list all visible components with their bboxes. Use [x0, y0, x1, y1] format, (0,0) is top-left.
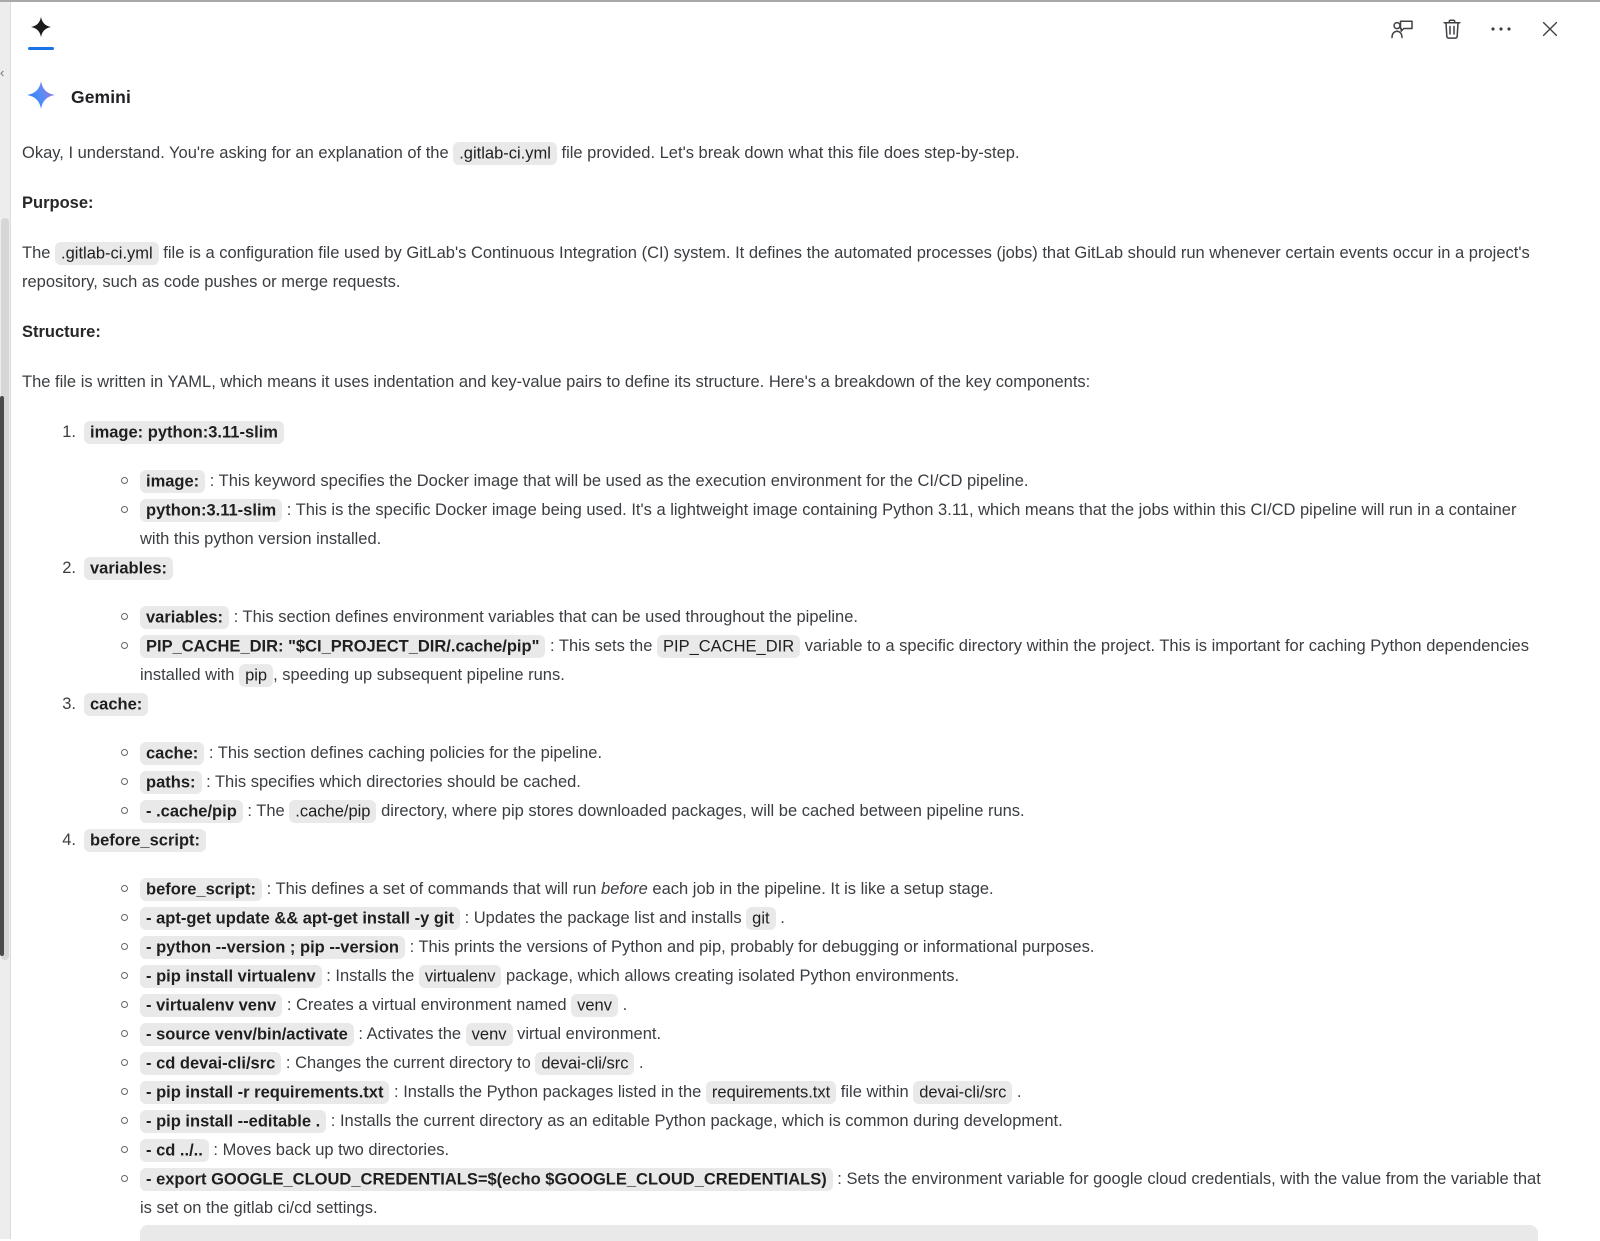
text-run: The file is written in YAML, which means it uses indentation and key-value pairs to define its structure. Here's a breakdown of the key components: — [22, 373, 1091, 391]
sub-bullet-list — [22, 875, 1545, 1223]
code-chip: PIP_CACHE_DIR: "$CI_PROJECT_DIR/.cache/pip" — [140, 635, 545, 658]
close-icon — [1539, 18, 1561, 45]
code-chip: devai-cli/src — [535, 1052, 634, 1075]
text-run: : This sets the — [545, 637, 657, 655]
code-chip: - source venv/bin/activate — [140, 1023, 354, 1046]
text-run: virtual environment. — [512, 1025, 662, 1043]
sub-bullet — [22, 496, 1545, 554]
code-chip: variables: — [84, 557, 173, 580]
sub-bullet — [22, 768, 1545, 797]
sub-bullet — [22, 933, 1545, 962]
tabbar-actions — [1391, 16, 1562, 43]
code-chip: .gitlab-ci.yml — [453, 142, 557, 165]
text-run: : Installs the Python packages listed in the — [389, 1083, 706, 1101]
circle-bullet-marker — [121, 1146, 128, 1153]
text-run: Okay, I understand. You're asking for an explanation of the — [22, 144, 454, 162]
code-chip: pip — [239, 664, 273, 687]
sub-bullet — [22, 904, 1545, 933]
sub-bullet — [22, 962, 1545, 991]
list-item-term — [22, 418, 1545, 447]
circle-bullet-marker — [121, 1175, 128, 1182]
list-number: 4. — [62, 831, 76, 849]
section-heading — [22, 318, 1545, 347]
list-item-term — [22, 826, 1545, 855]
code-chip: .cache/pip — [289, 800, 376, 823]
text-run: : Changes the current directory to — [281, 1054, 536, 1072]
list-number: 3. — [62, 695, 76, 713]
paragraph — [22, 368, 1545, 397]
code-chip: - cd ../.. — [140, 1139, 209, 1162]
sub-bullet — [22, 739, 1545, 768]
text-run: : The — [242, 802, 290, 820]
close-panel-button[interactable] — [1538, 19, 1562, 43]
code-chip: virtualenv — [419, 965, 502, 988]
sub-bullet — [22, 1165, 1545, 1223]
text-run: : This prints the versions of Python and pip, probably for debugging or informational purposes. — [405, 938, 1095, 956]
circle-bullet-marker — [121, 1001, 128, 1008]
text-run: : Updates the package list and installs — [460, 909, 747, 927]
text-run: : Installs the — [321, 967, 419, 985]
list-item-term — [22, 554, 1545, 583]
gemini-gradient-star-icon — [26, 80, 56, 115]
paragraph — [22, 139, 1545, 168]
code-chip: variables: — [140, 606, 229, 629]
person-chat-icon — [1390, 17, 1416, 46]
circle-bullet-marker — [121, 885, 128, 892]
list-number: 2. — [62, 559, 76, 577]
sub-bullet — [22, 1049, 1545, 1078]
circle-bullet-marker — [121, 807, 128, 814]
text-run: variable to a specific directory within the project. This is important for caching Python dependencies installed with — [140, 637, 1529, 684]
circle-bullet-marker — [121, 642, 128, 649]
circle-bullet-marker — [121, 778, 128, 785]
text-run: package, which allows creating isolated Python environments. — [501, 967, 960, 985]
code-chip: - export GOOGLE_CLOUD_CREDENTIALS=$(echo $GOOGLE_CLOUD_CREDENTIALS) — [140, 1168, 833, 1191]
code-chip: - apt-get update && apt-get install -y git — [140, 907, 460, 930]
circle-bullet-marker — [121, 1088, 128, 1095]
sub-bullet — [22, 467, 1545, 496]
chevron-left-icon[interactable]: ‹ — [0, 65, 5, 80]
code-chip: - .cache/pip — [140, 800, 243, 823]
scrollbar-thumb-dark[interactable] — [0, 396, 4, 956]
text-run: . — [617, 996, 628, 1014]
circle-bullet-marker — [121, 506, 128, 513]
code-chip: - pip install -r requirements.txt — [140, 1081, 389, 1104]
sub-bullet — [22, 875, 1545, 904]
code-chip: git — [746, 907, 775, 930]
sub-bullet — [22, 632, 1545, 690]
tab-gemini-chat[interactable] — [28, 16, 54, 50]
italic-text: before — [601, 880, 648, 898]
code-chip: cache: — [84, 693, 148, 716]
sub-bullet — [22, 603, 1545, 632]
code-chip: before_script: — [140, 878, 262, 901]
code-chip: devai-cli/src — [913, 1081, 1012, 1104]
sub-bullet-list — [22, 467, 1545, 554]
more-options-button[interactable] — [1489, 19, 1513, 43]
sub-bullet — [22, 1136, 1545, 1165]
circle-bullet-marker — [121, 749, 128, 756]
sub-bullet-list — [22, 603, 1545, 690]
text-run: : This section defines caching policies for the pipeline. — [204, 744, 603, 762]
active-tab-indicator — [28, 47, 54, 50]
code-chip: - pip install --editable . — [140, 1110, 326, 1133]
code-chip: - virtualenv venv — [140, 994, 282, 1017]
code-chip: .gitlab-ci.yml — [55, 242, 159, 265]
code-chip: - pip install virtualenv — [140, 965, 322, 988]
code-chip: cache: — [140, 742, 204, 765]
circle-bullet-marker — [121, 613, 128, 620]
code-chip: - python --version ; pip --version — [140, 936, 405, 959]
text-run: each job in the pipeline. It is like a setup stage. — [647, 880, 994, 898]
message-body — [11, 115, 1600, 1223]
code-chip: venv — [571, 994, 618, 1017]
feedback-button[interactable] — [1391, 19, 1415, 43]
text-run: The — [22, 244, 56, 262]
assistant-name: Gemini — [71, 87, 131, 107]
panel-tabbar — [11, 2, 1600, 60]
code-chip: image: python:3.11-slim — [84, 421, 284, 444]
text-run: Structure: — [22, 323, 101, 341]
sub-bullet — [22, 991, 1545, 1020]
code-chip: python:3.11-slim — [140, 499, 282, 522]
text-run: : This section defines environment variables that can be used throughout the pipeline. — [229, 608, 858, 626]
sub-bullet — [22, 1078, 1545, 1107]
left-gutter — [0, 2, 11, 1239]
text-run: : This keyword specifies the Docker image that will be used as the execution environment for the CI/CD pipeline. — [205, 472, 1029, 490]
gemini-sparkle-icon — [30, 16, 52, 38]
circle-bullet-marker — [121, 1059, 128, 1066]
circle-bullet-marker — [121, 943, 128, 950]
gemini-chat-panel — [11, 2, 1600, 1239]
text-run: : This is the specific Docker image being used. It's a lightweight image containing Python 3.11, which means that the jobs within this CI/CD pipeline will run in a container with this python version installed. — [140, 501, 1517, 548]
list-number: 1. — [62, 423, 76, 441]
assistant-header — [11, 60, 1600, 115]
circle-bullet-marker — [121, 477, 128, 484]
ellipsis-icon — [1489, 17, 1513, 46]
text-run: : Moves back up two directories. — [208, 1141, 450, 1159]
delete-conversation-button[interactable] — [1440, 19, 1464, 43]
text-run: Purpose: — [22, 194, 94, 212]
sub-bullet — [22, 797, 1545, 826]
circle-bullet-marker — [121, 1030, 128, 1037]
text-run: : This defines a set of commands that will run — [262, 880, 602, 898]
code-chip: requirements.txt — [706, 1081, 836, 1104]
text-run: . — [1012, 1083, 1022, 1101]
text-run: : Sets the environment variable for google cloud credentials, with the value from the variable that is set on the gitlab ci/cd settings. — [140, 1170, 1541, 1217]
code-chip: before_script: — [84, 829, 206, 852]
sub-bullet — [22, 1107, 1545, 1136]
circle-bullet-marker — [121, 914, 128, 921]
paragraph — [22, 239, 1545, 297]
sub-bullet — [22, 1020, 1545, 1049]
text-run: file is a configuration file used by GitLab's Continuous Integration (CI) system. It defines the automated processes (jobs) that GitLab should run whenever certain events occur in a project's repository, such as code pushes or merge requests. — [22, 244, 1530, 291]
circle-bullet-marker — [121, 1117, 128, 1124]
ordered-list — [22, 418, 1545, 1223]
code-chip: - cd devai-cli/src — [140, 1052, 281, 1075]
text-run: directory, where pip stores downloaded packages, will be cached between pipeline runs. — [376, 802, 1025, 820]
code-chip: image: — [140, 470, 205, 493]
text-run: : Installs the current directory as an editable Python package, which is common during development. — [326, 1112, 1063, 1130]
circle-bullet-marker — [121, 972, 128, 979]
code-chip: venv — [466, 1023, 513, 1046]
sub-bullet-list — [22, 739, 1545, 826]
text-run: : Creates a virtual environment named — [282, 996, 572, 1014]
section-heading — [22, 189, 1545, 218]
text-run: . — [775, 909, 785, 927]
list-item-term — [22, 690, 1545, 719]
text-run: . — [634, 1054, 644, 1072]
text-run: : Activates the — [353, 1025, 466, 1043]
code-chip: paths: — [140, 771, 202, 794]
text-run: file within — [836, 1083, 914, 1101]
text-run: : This specifies which directories should be cached. — [201, 773, 581, 791]
text-run: file provided. Let's break down what this file does step-by-step. — [556, 144, 1020, 162]
code-chip: PIP_CACHE_DIR — [657, 635, 800, 658]
text-run: , speeding up subsequent pipeline runs. — [273, 666, 565, 684]
trash-icon — [1440, 17, 1464, 46]
